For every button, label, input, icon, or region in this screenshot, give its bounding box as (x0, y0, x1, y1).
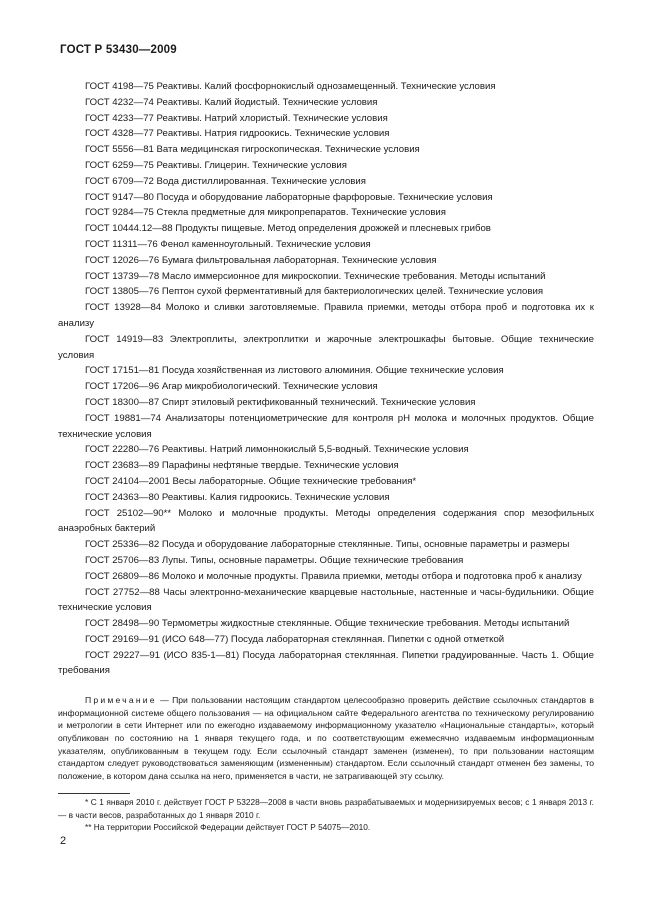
footnote: ** На территории Российской Федерации действует ГОСТ Р 54075—2010. (85, 822, 371, 833)
reference-item: ГОСТ 25336—82 Посуда и оборудование лабораторные стеклянные. Типы, основные параметры и размеры (85, 539, 570, 551)
reference-item: ГОСТ 5556—81 Вата медицинская гигроскопическая. Технические условия (85, 144, 420, 156)
reference-item: ГОСТ 29169—91 (ИСО 648—77) Посуда лабораторная стеклянная. Пипетки с одной отметкой (85, 633, 505, 645)
reference-item: ГОСТ 9284—75 Стекла предметные для микропрепаратов. Технические условия (85, 207, 446, 219)
reference-item: ГОСТ 25706—83 Лупы. Типы, основные параметры. Общие технические требования (85, 554, 464, 566)
reference-item: ГОСТ 24363—80 Реактивы. Калия гидроокись. Технические условия (85, 491, 390, 503)
page-number: 2 (60, 835, 67, 847)
reference-item: ГОСТ 14919—83 Электроплиты, электроплитки и жарочные электрошкафы бытовые. Общие технические условия (58, 333, 594, 361)
reference-item: ГОСТ 24104—2001 Весы лабораторные. Общие технические требования* (85, 475, 417, 487)
document-header: ГОСТ Р 53430—2009 (60, 44, 177, 56)
reference-item: ГОСТ 13739—78 Масло иммерсионное для микроскопии. Технические требования. Методы испытаний (85, 270, 546, 282)
reference-item: ГОСТ 27752—88 Часы электронно-механические кварцевые настольные, настенные и часы-будильники. Общие технические условия (58, 586, 594, 614)
reference-item: ГОСТ 6709—72 Вода дистиллированная. Технические условия (85, 175, 366, 187)
page-content (58, 79, 594, 834)
reference-item: ГОСТ 4232—74 Реактивы. Калий йодистый. Технические условия (85, 96, 378, 108)
reference-item: ГОСТ 4233—77 Реактивы. Натрий хлористый. Технические условия (85, 112, 388, 124)
reference-item: ГОСТ 29227—91 (ИСО 835-1—81) Посуда лабораторная стеклянная. Пипетки градуированные. Часть 1. Общие требования (58, 649, 594, 677)
footnote: * С 1 января 2010 г. действует ГОСТ Р 53228—2008 в части вновь разрабатываемых и модернизируемых весов; с 1 января 2013 г. — в части весов, разработанных до 1 января 2010 г. (58, 797, 594, 820)
reference-item: ГОСТ 18300—87 Спирт этиловый ректификованный технический. Технические условия (85, 396, 476, 408)
reference-item: ГОСТ 4198—75 Реактивы. Калий фосфорнокислый однозамещенный. Технические условия (85, 81, 496, 92)
reference-item: ГОСТ 19881—74 Анализаторы потенциометрические для контроля pH молока и молочных продуктов. Общие технические условия (58, 412, 594, 440)
reference-item: ГОСТ 26809—86 Молоко и молочные продукты. Правила приемки, методы отбора и подготовка проб к анализу (85, 570, 582, 582)
reference-item: ГОСТ 17206—96 Агар микробиологический. Технические условия (85, 381, 378, 393)
reference-item: ГОСТ 23683—89 Парафины нефтяные твердые. Технические условия (85, 460, 399, 472)
reference-item: ГОСТ 11311—76 Фенол каменноугольный. Технические условия (85, 238, 371, 250)
reference-item: ГОСТ 25102—90** Молоко и молочные продукты. Методы определения содержания спор мезофильных анаэробных бактерий (58, 507, 594, 535)
reference-item: ГОСТ 22280—76 Реактивы. Натрий лимоннокислый 5,5-водный. Технические условия (85, 444, 469, 456)
note (58, 694, 594, 782)
reference-item: ГОСТ 10444.12—88 Продукты пищевые. Метод определения дрожжей и плесневых грибов (85, 223, 491, 235)
footnotes (58, 796, 594, 833)
reference-item: ГОСТ 13928—84 Молоко и сливки заготовляемые. Правила приемки, методы отбора проб и подготовка их к анализу (58, 302, 594, 329)
reference-item: ГОСТ 13805—76 Пептон сухой ферментативный для бактериологических целей. Технические условия (85, 286, 544, 298)
reference-item: ГОСТ 17151—81 Посуда хозяйственная из листового алюминия. Общие технические условия (85, 365, 504, 377)
normative-references-list (58, 79, 594, 679)
reference-item: ГОСТ 12026—76 Бумага фильтровальная лабораторная. Технические условия (85, 254, 437, 266)
note-text: — При пользовании настоящим стандартом целесообразно проверить действие ссылочных стандартов в информационной системе общего пользования — на официальном сайте Федерального агентства по техническому регулированию и метрологии в сети Интернет или по ежегодно издаваемому информационному указателю «Национальные стандарты», который опубликован по состоянию на 1 января текущего года, и по соответствующим ежемесячно издаваемым информационным указателям, опубликованным в текущем году. Если ссылочный стандарт заменен (изменен), то при пользовании настоящим стандартом следует руководствоваться заменяющим (измененным) стандартом. Если ссылочный стандарт отменен без замены, то положение, в котором дана ссылка на него, применяется в части, не затрагивающей эту ссылку. (58, 695, 594, 781)
reference-item: ГОСТ 28498—90 Термометры жидкостные стеклянные. Общие технические требования. Методы испытаний (85, 618, 570, 630)
footnote-separator (58, 793, 130, 794)
reference-item: ГОСТ 6259—75 Реактивы. Глицерин. Технические условия (85, 159, 347, 171)
note-label: Примечание (85, 695, 157, 706)
reference-item: ГОСТ 9147—80 Посуда и оборудование лабораторные фарфоровые. Технические условия (85, 191, 493, 203)
reference-item: ГОСТ 4328—77 Реактивы. Натрия гидроокись. Технические условия (85, 128, 390, 140)
